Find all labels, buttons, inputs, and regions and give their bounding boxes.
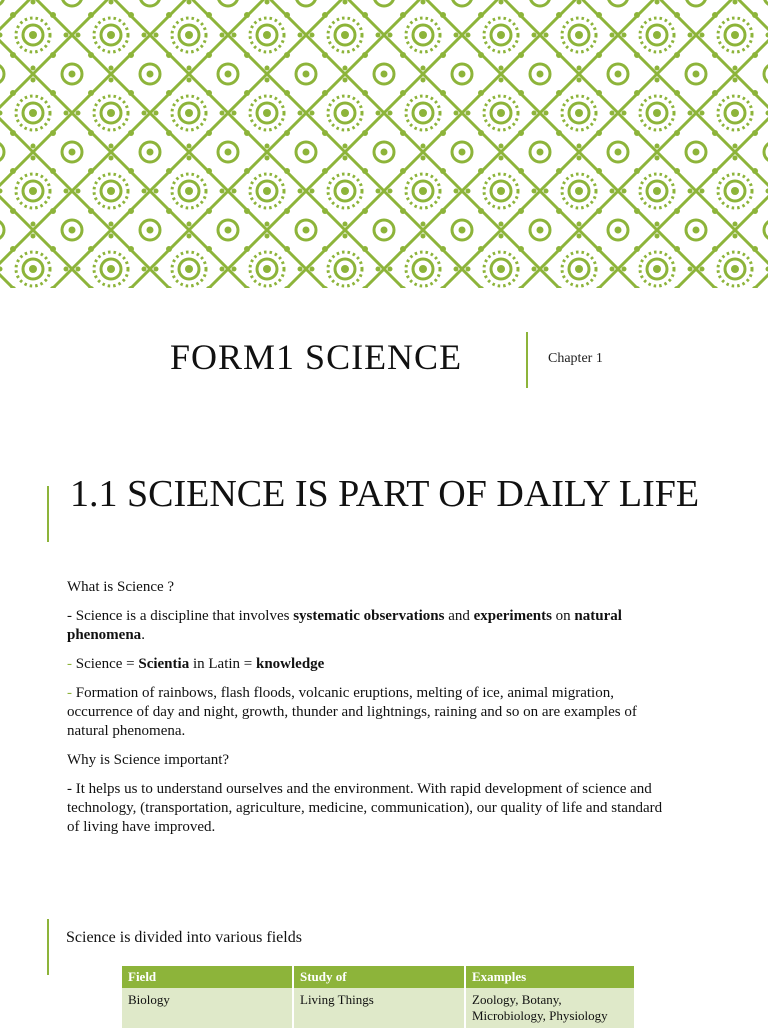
section-slide [0,470,768,870]
section-body [67,578,677,847]
latin-bold-2: knowledge [256,656,325,672]
definition-text-3: on [551,608,575,624]
section-accent-bar [47,486,49,542]
table-header-row [122,966,634,988]
definition-bold-1: systematic observations [293,608,445,624]
latin-bold-1: Scientia [138,656,190,672]
definition-text: - Science is a discipline that involves [67,608,294,624]
table-cell-field: Biology [122,988,293,1028]
table-cell-study: Living Things [293,988,465,1028]
examples-dash: - [67,685,72,701]
latin-text: Science = [72,656,139,672]
title-divider [526,332,528,388]
definition-bold-2: experiments [473,608,552,624]
definition-paragraph [67,607,677,645]
latin-text-2: in Latin = [189,656,256,672]
importance-paragraph: - It helps us to understand ourselves and the environment. With rapid development of science and technology, (transportation, agriculture, medicine, communication), our quality of life and standard of living have improved. [67,781,663,835]
presentation-title: FORM1 SCIENCE [170,337,463,377]
title-slide [0,288,768,438]
section-heading: 1.1 SCIENCE IS PART OF DAILY LIFE [70,473,700,515]
definition-bold-3: natural phenomena [67,608,622,643]
latin-dash: - [67,656,72,672]
table-header-field: Field [122,966,293,988]
examples-paragraph [67,684,677,741]
fields-heading: Science is divided into various fields [66,929,302,946]
examples-text: Formation of rainbows, flash floods, volcanic eruptions, melting of ice, animal migration, occurrence of day and night, growth, thunder and lightnings, raining and so on are examples of natural phenomena. [67,685,637,739]
decorative-pattern-banner [0,0,768,288]
table-header-examples: Examples [465,966,634,988]
table-cell-examples: Zoology, Botany, Microbiology, Physiology [465,988,634,1028]
question-why-important: Why is Science important? [67,752,230,768]
table-row [122,988,634,1028]
definition-end: . [141,627,145,643]
latin-paragraph [67,655,677,674]
pattern-svg [0,0,768,288]
fields-slide [0,915,768,1024]
table-header-study: Study of [293,966,465,988]
fields-accent-bar [47,919,49,975]
definition-text-2: and [444,608,474,624]
chapter-label: Chapter 1 [548,351,603,366]
fields-table [122,966,634,1028]
question-what-is-science: What is Science ? [67,579,175,595]
